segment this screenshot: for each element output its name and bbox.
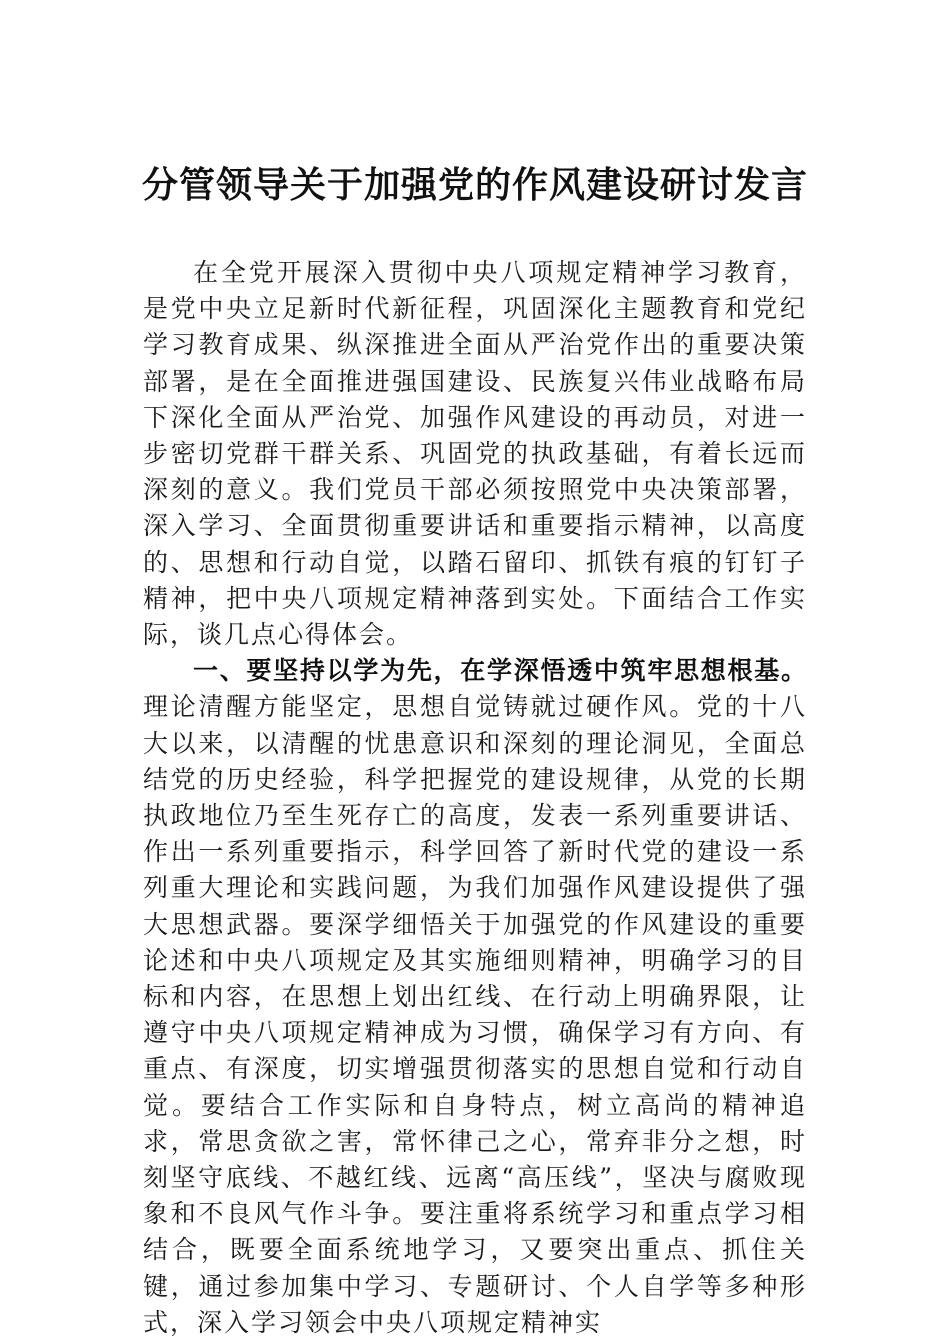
- paragraph-intro: [143, 255, 807, 653]
- paragraph-intro-text: 在全党开展深入贯彻中央八项规定精神学习教育，是党中央立足新时代新征程，巩固深化主题教育和党纪学习教育成果、纵深推进全面从严治党作出的重要决策部署，是在全面推进强国建设、民族复兴伟业战略布局下深化全面从严治党、加强作风建设的再动员，对进一步密切党群干群关系、巩固党的执政基础，有着长远而深刻的意义。我们党员干部必须按照党中央决策部署，深入学习、全面贯彻重要讲话和重要指示精神，以高度的、思想和行动自觉，以踏石留印、抓铁有痕的钉钉子精神，把中央八项规定精神落到实处。下面结合工作实际，谈几点心得体会。: [143, 258, 807, 650]
- section-one-text: 理论清醒方能坚定，思想自觉铸就过硬作风。党的十八大以来，以清醒的忧患意识和深刻的理论洞见，全面总结党的历史经验，科学把握党的建设规律，从党的长期执政地位乃至生死存亡的高度，发表一系列重要讲话、作出一系列重要指示，科学回答了新时代党的建设一系列重大理论和实践问题，为我们加强作风建设提供了强大思想武器。要深学细悟关于加强党的作风建设的重要论述和中央八项规定及其实施细则精神，明确学习的目标和内容，在思想上划出红线、在行动上明确界限，让遵守中央八项规定精神成为习惯，确保学习有方向、有重点、有深度，切实增强贯彻落实的思想自觉和行动自觉。要结合工作实际和自身特点，树立高尚的精神追求，常思贪欲之害，常怀律己之心，常弃非分之想，时刻坚守底线、不越红线、远离“高压线”，坚决与腐败现象和不良风气作斗争。要注重将系统学习和重点学习相结合，既要全面系统地学习，又要突出重点、抓住关键，通过参加集中学习、专题研讨、个人自学等多种形式，深入学习领会中央八项规定精神实: [143, 692, 807, 1337]
- section-one-heading: 一、要坚持以学为先，在学深悟透中筑牢思想根基。: [193, 656, 807, 686]
- paragraph-section-one: [143, 653, 807, 1341]
- document-body: [143, 255, 807, 1341]
- document-title: 分管领导关于加强党的作风建设研讨发言: [141, 164, 808, 206]
